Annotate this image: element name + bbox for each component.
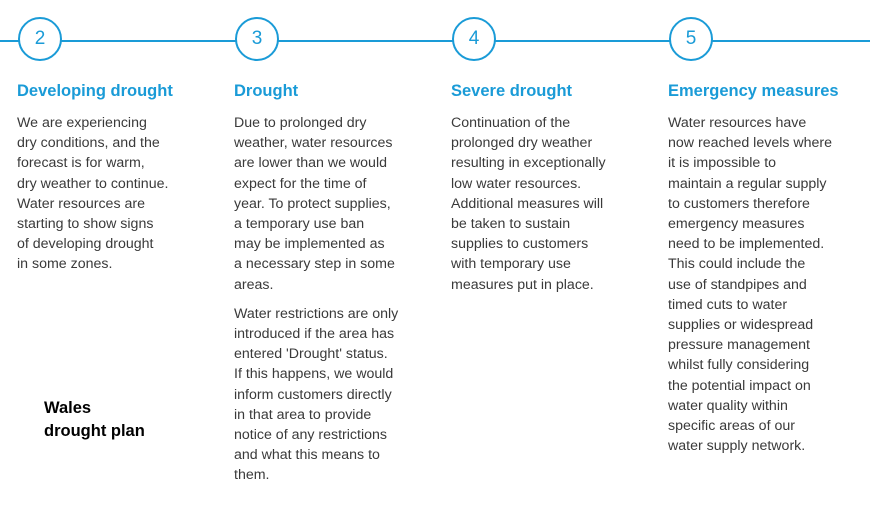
stage-title: Drought [234,82,299,100]
step-3-circle [235,17,279,61]
stage-title: Developing drought [17,82,173,100]
timeline-line [0,40,870,42]
stage-title: Severe drought [451,82,573,100]
step-3-number: 3 [251,28,263,49]
stage-drought [234,82,398,486]
step-5-number: 5 [685,28,697,49]
stage-description: Due to prolonged dry weather, water resources are lower than we would expect for the time of year. To protect supplies, a temporary use ban may be implemented as a necessary step in some areas. [234,115,395,293]
stage-description: We are experiencing dry conditions, and the forecast is for warm, dry weather to continue. Water resources are starting to show signs of developing drought in some zones. [17,115,169,273]
stage-description: Water resources have now reached levels where it is impossible to maintain a regular supply to customers therefore emergency measures need to be implemented. This could include the use of standpipes and timed cuts to water supplies or widespread pressure management whilst fully considering the potential impact on water quality within specific areas of our water supply network. [668,115,833,455]
stage-title: Emergency measures [668,82,839,100]
step-5-circle [669,17,713,61]
step-2-number: 2 [34,28,46,49]
wales-drought-plan-label: Wales drought plan [44,399,145,440]
stage-developing-drought [17,82,173,275]
step-4-number: 4 [468,28,480,49]
stage-emergency-measures [668,82,839,456]
stage-restrictions-note: Water restrictions are only introduced if the area has entered 'Drought' status. If this happens, we would inform customers directly in that area to provide notice of any restrictions and what this means to them. [234,305,399,484]
stage-severe-drought [451,82,606,295]
stage-description: Continuation of the prolonged dry weather resulting in exceptionally low water resources. Additional measures will be taken to sustain supplies to customers with temporary use measures put in place. [451,115,606,293]
step-4-circle [452,17,496,61]
step-2-circle [18,17,62,61]
